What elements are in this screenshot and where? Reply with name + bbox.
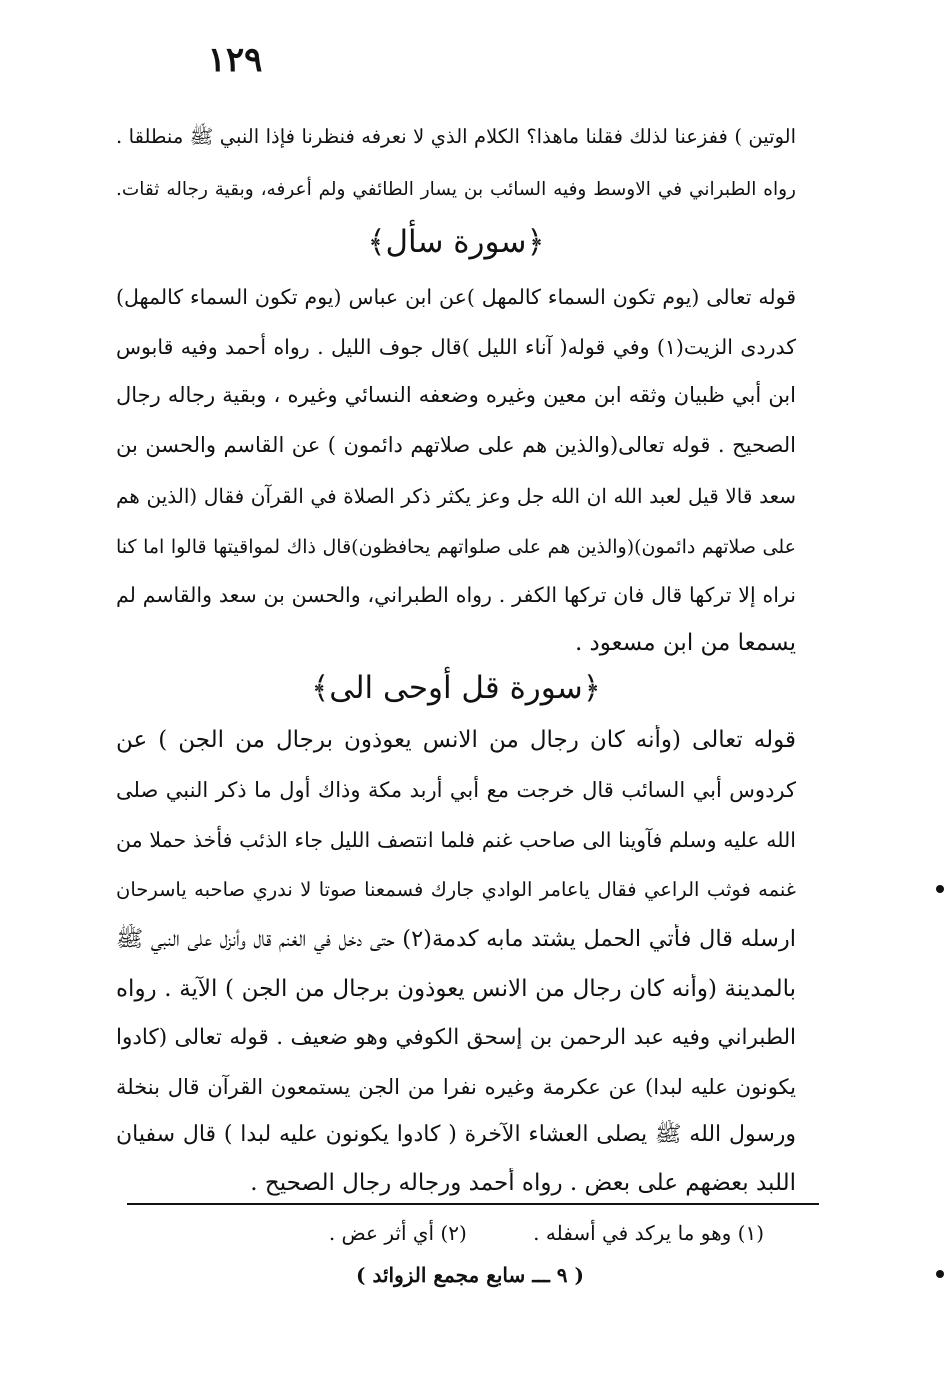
text-line: سعد قالا قيل لعبد الله ان الله جل وعز يكثر ذكر الصلاة في القرآن فقال (الذين هم (116, 484, 796, 508)
footnotes (244, 1220, 764, 1246)
text-line: قوله تعالى (وأنه كان رجال من الانس يعوذون برجال من الجن ) عن (116, 727, 796, 753)
text-line: اللبد بعضهم على بعض . رواه أحمد ورجاله رجال الصحيح . (250, 1170, 796, 1196)
text-line: كردوس أبي السائب قال خرجت مع أبي أربد مكة وذاك أول ما ذكر النبي صلى (116, 778, 796, 802)
text-line: بالمدينة (وأنه كان رجال من الانس يعوذون برجال من الجن ) الآية . رواه (116, 976, 796, 1002)
text-line: ورسول الله ﷺ يصلى العشاء الآخرة ( كادوا يكونون عليه لبدا ) قال سفيان (116, 1122, 796, 1147)
print-signature: ( ٩ ـــ سابع مجمع الزوائد ) (356, 1263, 584, 1287)
section-heading-sal: ﴿سورة سأل﴾ (367, 224, 545, 260)
text-line: الطبراني وفيه عبد الرحمن بن إسحق الكوفي وهو ضعيف . قوله تعالى (كادوا (116, 1025, 796, 1050)
text-line: ابن أبي ظبيان وثقه ابن معين وغيره وضعفه النسائي وغيره ، وبقية رجاله رجال (116, 383, 796, 407)
footnote-2: (٢) أي أثر عض . (328, 1221, 467, 1245)
page-number: ١٢٩ (207, 40, 263, 80)
text-line: رواه الطبراني في الاوسط وفيه السائب بن يسار الطائفي ولم أعرفه، وبقية رجاله ثقات. (116, 179, 796, 200)
scan-speck (936, 1270, 944, 1278)
text-line: ارسله قال فأتي الحمل يشتد مابه كدمة(٢) حتى دخل في الغنم قال وأنزل على النبي ﷺ (116, 926, 796, 952)
text-line: الله عليه وسلم فآوينا الى صاحب غنم فلما انتصف الليل جاء الذئب فأخذ حملا من (116, 828, 796, 852)
text-line: غنمه فوثب الراعي فقال ياعامر الوادي جارك فسمعنا صوتا لا ندري صاحبه ياسرحان (116, 878, 796, 901)
footnote-1: (١) وهو ما يركد في أسفله . (533, 1221, 764, 1245)
text-line: كدردى الزيت(١) وفي قوله( آناء الليل )قال جوف الليل . رواه أحمد وفيه قابوس (116, 335, 796, 359)
text-line: يكونون عليه لبدا) عن عكرمة وغيره نفرا من الجن يستمعون القرآن قال بنخلة (116, 1075, 796, 1099)
text-line: نراه إلا تركها قال فان تركها الكفر . رواه الطبراني، والحسن بن سعد والقاسم لم (116, 583, 796, 607)
text-line: الوتين ) ففزعنا لذلك فقلنا ماهذا؟ الكلام الذي لا نعرفه فنظرنا فإذا النبي ﷺ منطلقا . (116, 125, 796, 148)
text-line: الصحيح . قوله تعالى(والذين هم على صلاتهم دائمون ) عن القاسم والحسن بن (116, 433, 796, 457)
scan-speck (936, 885, 944, 893)
text-line: على صلاتهم دائمون)(والذين هم على صلواتهم يحافظون)قال ذاك لمواقيتها قالوا اما كنا (116, 536, 796, 558)
text-line: قوله تعالى (يوم تكون السماء كالمهل )عن ابن عباس (يوم تكون السماء كالمهل) (116, 285, 796, 309)
text-line: يسمعا من ابن مسعود . (574, 630, 796, 656)
section-heading-jinn: ﴿سورة قل أوحى الى﴾ (311, 670, 601, 706)
footnote-divider (127, 1203, 819, 1205)
